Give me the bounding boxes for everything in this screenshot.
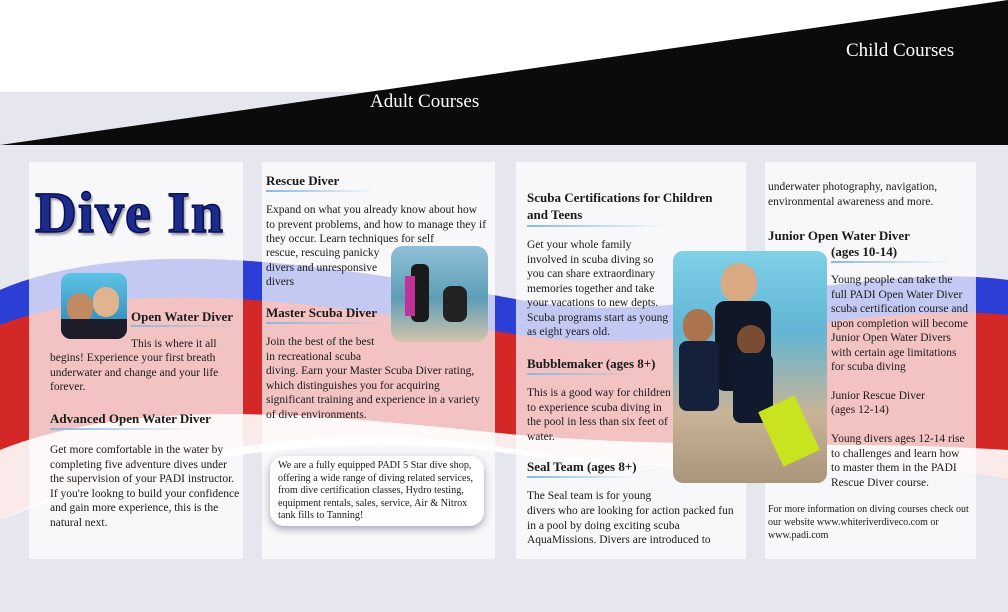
junior-ow-ages: (ages 10-14) bbox=[831, 244, 898, 259]
master-body: diving. Earn your Master Scuba Diver rating, which distinguishes you for acquiring significant training and experience in a variety of dive environments. bbox=[266, 365, 480, 421]
rescue-heading: Rescue Diver bbox=[266, 173, 340, 188]
open-water-body: begins! Experience your first breath underwater and change and your life forever. bbox=[50, 352, 219, 393]
rule-rescue bbox=[266, 190, 376, 192]
banner bbox=[0, 0, 1008, 145]
dive-shop-callout: We are a fully equipped PADI 5 Star dive shop, offering a wide range of diving related services, from dive certification classes, Hydro testing, equipment rentals, sales, service, Air & Nitrox tank fills to Tanning! bbox=[270, 456, 484, 526]
rule-certs bbox=[527, 225, 667, 227]
open-water-heading: Open Water Diver bbox=[131, 309, 234, 324]
master-heading: Master Scuba Diver bbox=[266, 305, 377, 320]
rule-open-water bbox=[131, 325, 239, 327]
tab-adult-courses[interactable]: Adult Courses bbox=[370, 91, 480, 112]
seal-body: divers who are looking for action packed fun in a pool by doing exciting scuba AquaMissions. Divers are introduced to bbox=[527, 505, 734, 546]
seal-heading: Seal Team (ages 8+) bbox=[527, 459, 637, 474]
junior-rescue-heading: Junior Rescue Diver bbox=[831, 390, 925, 402]
children-divers-photo bbox=[673, 251, 827, 483]
rule-advanced bbox=[50, 428, 200, 430]
advanced-heading: Advanced Open Water Diver bbox=[50, 411, 211, 426]
rule-master bbox=[266, 322, 386, 324]
rule-junior-ow bbox=[831, 261, 951, 263]
bubblemaker-body: This is a good way for children to experience scuba diving in the pool in less than six feet of water. bbox=[527, 387, 671, 443]
rescue-body-bottom: rescue, rescuing panicky divers and unresponsive divers bbox=[266, 247, 380, 288]
page-title: Dive In bbox=[35, 180, 225, 245]
junior-rescue-body: Young divers ages 12-14 rise to challenges and learn how to master them in the PADI Rescue Diver course. bbox=[831, 433, 965, 489]
junior-ow-heading: Junior Open Water Diver bbox=[768, 228, 910, 243]
open-water-body-indent: This is where it all bbox=[131, 338, 217, 350]
divers-photo bbox=[61, 273, 127, 339]
continued-text: underwater photography, navigation, environmental awareness and more. bbox=[768, 181, 938, 208]
rescue-body-top: Expand on what you already know about how to prevent problems, and how to manage they if they occur. Learn techniques for self bbox=[266, 204, 487, 245]
junior-ow-body: Young people can take the full PADI Open Water Diver scuba certification course and upon completion will become Junior Open Water Divers with certain age limitations for scuba diving bbox=[831, 274, 969, 373]
rescue-divers-photo bbox=[391, 246, 488, 342]
tab-child-courses[interactable]: Child Courses bbox=[846, 40, 955, 61]
master-body-top: Join the best of the best in recreational scuba bbox=[266, 336, 375, 363]
banner-shape bbox=[0, 0, 1008, 145]
more-info-text: For more information on diving courses check out our website www.whiteriverdiveco.com or www.padi.com bbox=[768, 504, 969, 541]
bubblemaker-heading: Bubblemaker (ages 8+) bbox=[527, 356, 656, 371]
certs-heading: Scuba Certifications for Children and Teens bbox=[527, 190, 713, 222]
rule-seal bbox=[527, 476, 637, 478]
junior-rescue-ages: (ages 12-14) bbox=[831, 404, 889, 416]
certs-body: Get your whole family involved in scuba diving so you can share extraordinary memories together and take your vacations to new depts. Scuba programs start as young as eight years old. bbox=[527, 239, 669, 338]
rule-bubblemaker bbox=[527, 373, 637, 375]
seal-body-top: The Seal team is for young bbox=[527, 490, 652, 502]
advanced-body: Get more comfortable in the water by completing five adventure dives under the supervision of your PADI instructor. If you're lookng to build your confidence and gain more experience, this is the natural next. bbox=[50, 444, 240, 529]
